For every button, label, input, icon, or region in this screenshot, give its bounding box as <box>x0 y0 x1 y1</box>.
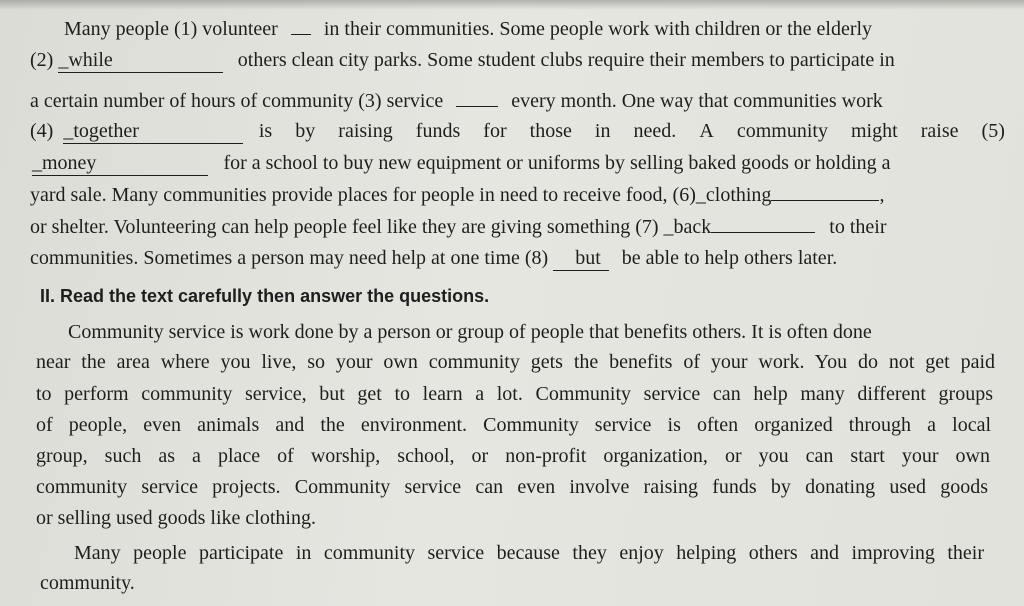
passage-line: community service projects. Community service can even involve raising funds by donating used goods <box>36 476 988 498</box>
word: those <box>529 120 572 142</box>
exercise-line-5 <box>32 151 891 176</box>
word: for <box>483 120 507 142</box>
text: , <box>879 184 885 206</box>
passage-line: or selling used goods like clothing. <box>36 507 316 529</box>
answer-8: but <box>553 246 609 271</box>
text: communities. Sometimes a person may need help at one time (8) <box>30 247 549 269</box>
passage-line: group, such as a place of worship, school, or non-profit organization, or you can start your own <box>36 445 990 467</box>
exercise-line-3 <box>30 88 883 113</box>
answer-2: _while <box>58 48 222 73</box>
passage-line: community. <box>40 572 135 594</box>
passage-line: Community service is work done by a person or group of people that benefits others. It is often done <box>68 321 872 343</box>
exercise-line-6 <box>30 182 884 207</box>
exercise-line-7 <box>30 214 887 239</box>
answer-blank-3 <box>456 88 498 107</box>
exercise-line-2 <box>30 48 895 73</box>
passage-line: of people, even animals and the environment. Community service is often organized through a local <box>36 414 991 436</box>
text: every month. One way that communities work <box>511 90 883 112</box>
text: be able to help others later. <box>621 247 838 269</box>
text: others clean city parks. Some student clubs require their members to participate in <box>237 49 895 71</box>
text: a certain number of hours of community (3) service <box>30 90 444 112</box>
exercise-line-8 <box>30 246 837 271</box>
answer-blank-7 <box>711 214 815 233</box>
passage-line: to perform community service, but get to learn a lot. Community service can help many different groups <box>36 383 993 405</box>
item-number: (2) <box>30 49 54 71</box>
section-heading: II. Read the text carefully then answer the questions. <box>40 286 490 306</box>
text: Many people (1) volunteer <box>64 18 278 40</box>
word: funds <box>415 120 461 142</box>
word: need. <box>633 120 677 142</box>
word: (5) <box>981 120 1005 142</box>
text: for a school to buy new equipment or uniforms by selling baked goods or holding a <box>223 152 891 174</box>
passage-line: near the area where you live, so your own community gets the benefits of your work. You do not get paid <box>36 351 995 373</box>
word: might <box>851 120 898 142</box>
word: by <box>295 120 316 142</box>
page-top-shadow <box>0 0 1024 10</box>
word: raise <box>920 120 959 142</box>
text: in their communities. Some people work with children or the elderly <box>323 18 873 40</box>
justified-words <box>259 119 1005 144</box>
exercise-line-4 <box>30 119 1005 144</box>
passage-line: Many people participate in community service because they enjoy helping others and improving their <box>74 542 984 564</box>
text: yard sale. Many communities provide places for people in need to receive food, (6)_clothing <box>30 184 772 206</box>
answer-blank-1 <box>291 16 311 35</box>
word: is <box>258 120 273 142</box>
exercise-line-1 <box>64 16 872 41</box>
answer-blank-6 <box>771 182 879 201</box>
item-number: (4) <box>30 120 54 142</box>
answer-5: _money <box>32 151 208 176</box>
word: community <box>736 120 828 142</box>
word: in <box>594 120 611 142</box>
word: A <box>699 120 714 142</box>
text: or shelter. Volunteering can help people feel like they are giving something (7) _back <box>30 216 712 238</box>
answer-4: _together <box>63 119 243 144</box>
word: raising <box>338 120 393 142</box>
text: to their <box>829 216 887 238</box>
